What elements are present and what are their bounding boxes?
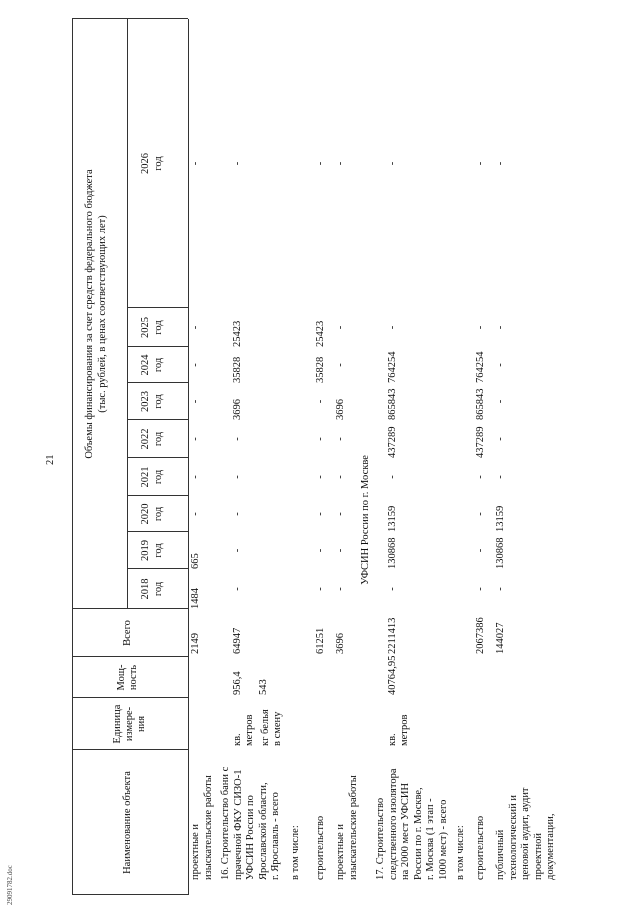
header-year: 2024 (140, 354, 151, 376)
row-year-value: 25423 (315, 320, 326, 347)
row-name: ценовой аудит, аудит (520, 787, 531, 880)
row-year-value: - (475, 512, 486, 516)
row-year-value: - (495, 587, 506, 591)
header-year-suffix: год (153, 469, 164, 485)
row-name: г. Москва (1 этап - (425, 798, 436, 880)
row-name: России по г. Москве, (412, 787, 424, 880)
table-hline (72, 19, 73, 895)
row-year-value: - (190, 475, 201, 479)
row-year-value: - (190, 512, 201, 516)
row-name: УФСИН России по (245, 795, 256, 880)
row-year-value: 865843 (387, 388, 398, 420)
row-year-value: - (190, 325, 201, 330)
row-year-value: 25423 (232, 320, 243, 347)
row-year-value: - (232, 475, 243, 479)
row-year-value: - (475, 161, 486, 166)
row-year-value: - (190, 161, 201, 166)
row-capacity: 956,4 (232, 671, 243, 695)
header-year: 2022 (140, 428, 151, 450)
row-total: 61251 (315, 627, 326, 654)
row-year-value: 3696 (232, 399, 243, 420)
row-unit: метров (244, 714, 255, 746)
header-year: 2023 (140, 391, 151, 412)
row-year-value: - (232, 512, 243, 516)
row-year-value: - (387, 325, 398, 330)
header-year: 2026 (140, 153, 151, 174)
header-funding: (тыс. рублей, в ценах соответствующих лет) (97, 215, 108, 413)
row-year-value: 13159 (387, 505, 398, 532)
row-unit: кг белья (260, 709, 271, 746)
row-name: 1000 мест) - всего (437, 799, 449, 880)
page-number: 21 (45, 454, 56, 465)
row-name: изыскательские работы (202, 775, 214, 880)
row-capacity: 543 (258, 679, 269, 695)
row-year-value: 130868 (495, 537, 506, 569)
row-year-value: - (190, 399, 201, 404)
row-year-value: - (315, 437, 326, 441)
row-year-value: - (315, 399, 326, 404)
row-year-value: - (232, 587, 243, 591)
row-year-value: 764254 (387, 351, 398, 383)
row-year-value: 35828 (315, 356, 326, 383)
row-year-value: - (190, 363, 201, 367)
header-year-suffix: год (153, 394, 164, 409)
row-total: 144027 (495, 622, 506, 654)
row-name: проектные и (190, 823, 201, 880)
row-year-value: - (475, 548, 486, 553)
row-year-value: 3696 (335, 399, 346, 420)
row-name: прачечной ФКУ СИЗО-1 (232, 769, 244, 880)
row-year-value: - (232, 548, 243, 553)
header-year-suffix: год (153, 156, 164, 171)
header-year-suffix: год (153, 543, 164, 558)
row-name: строительство (315, 815, 326, 880)
row-name: в том числе: (290, 825, 301, 880)
row-year-value: - (387, 587, 398, 591)
row-name: следственного изолятора (387, 768, 399, 880)
row-year-value: 35828 (232, 356, 243, 383)
row-year-value: - (475, 587, 486, 591)
header-unit: ния (136, 715, 147, 733)
row-year-value: - (232, 161, 243, 166)
row-year-value: - (387, 161, 398, 166)
row-year-value: 437289 (475, 426, 486, 458)
header-year: 2025 (140, 317, 151, 338)
row-unit: в смену (272, 711, 283, 746)
row-name: изыскательские работы (347, 775, 359, 880)
row-year-value: - (335, 475, 346, 479)
row-year-value: - (335, 437, 346, 441)
row-name: г. Ярославль - всего (270, 792, 281, 880)
row-unit: кв. (232, 733, 243, 746)
row-year-value: - (315, 161, 326, 166)
row-year-value: - (335, 363, 346, 367)
row-year-value: - (315, 475, 326, 479)
row-year-value: - (315, 587, 326, 591)
header-year: 2019 (140, 540, 151, 561)
header-funding: Объемы финансирования за счет средств федерального бюджета (84, 169, 95, 459)
row-year-value: - (315, 512, 326, 516)
row-year-value: 130868 (387, 537, 398, 569)
table-hline (188, 19, 189, 895)
row-year-value: - (495, 475, 506, 479)
row-year-value: - (495, 399, 506, 404)
row-unit: кв. (387, 733, 398, 746)
header-year-suffix: год (153, 581, 164, 597)
row-total: 2067386 (475, 617, 486, 654)
row-year-value: 665 (190, 553, 201, 569)
header-capacity: ность (128, 664, 139, 691)
row-year-value: - (495, 437, 506, 441)
row-unit: метров (399, 714, 410, 746)
table-hline (127, 19, 128, 609)
row-name: технологический и (507, 795, 519, 880)
row-year-value: - (495, 161, 506, 166)
row-year-value: 13159 (495, 505, 506, 532)
row-name: 17. Строительство (375, 797, 386, 880)
row-year-value: - (335, 325, 346, 330)
row-year-value: - (190, 437, 201, 441)
row-year-value: - (232, 437, 243, 441)
row-year-value: - (335, 161, 346, 166)
row-year-value: 437289 (387, 426, 398, 458)
row-total: 2149 (190, 633, 201, 654)
footer-stamp: 29091782.doc (6, 865, 14, 905)
row-year-value: - (387, 475, 398, 479)
row-name: на 2000 мест УФСИН (400, 782, 411, 880)
header-year-suffix: год (153, 506, 164, 522)
row-year-value: - (335, 548, 346, 553)
row-year-value: 1484 (190, 588, 201, 609)
header-year-suffix: год (153, 357, 164, 373)
header-unit: измере- (124, 706, 135, 742)
header-total: Всего (122, 620, 133, 646)
header-year: 2020 (140, 503, 151, 525)
row-name: строительство (475, 815, 486, 880)
row-name: публичный (495, 829, 506, 880)
row-name: 16. Строительство бани с (220, 766, 231, 880)
header-year-suffix: год (153, 320, 164, 335)
row-name: проектные и (335, 823, 346, 880)
header-year: 2018 (140, 578, 151, 600)
row-year-value: - (475, 475, 486, 479)
row-name: документации, (545, 813, 556, 880)
row-year-value: - (335, 512, 346, 516)
row-year-value: - (315, 548, 326, 553)
header-unit: Единица (112, 704, 123, 744)
row-name: Ярославской области, (257, 782, 269, 880)
row-capacity: 40764,95 (387, 655, 398, 695)
header-year-suffix: год (153, 431, 164, 447)
row-total: 2211413 (387, 617, 398, 654)
row-year-value: 764254 (475, 351, 486, 383)
header-capacity: Мощ- (116, 664, 127, 691)
row-year-value: - (475, 325, 486, 330)
header-name: Наименование объекта (122, 771, 133, 874)
header-year: 2021 (140, 466, 151, 488)
row-year-value: 865843 (475, 388, 486, 420)
row-total: 3696 (335, 633, 346, 654)
row-name: в том числе: (455, 825, 466, 880)
section-heading: УФСИН России по г. Москве (360, 455, 371, 585)
row-total: 64947 (232, 627, 243, 654)
row-name: проектной (532, 833, 544, 880)
row-year-value: - (495, 363, 506, 367)
row-year-value: - (335, 587, 346, 591)
row-year-value: - (495, 325, 506, 330)
